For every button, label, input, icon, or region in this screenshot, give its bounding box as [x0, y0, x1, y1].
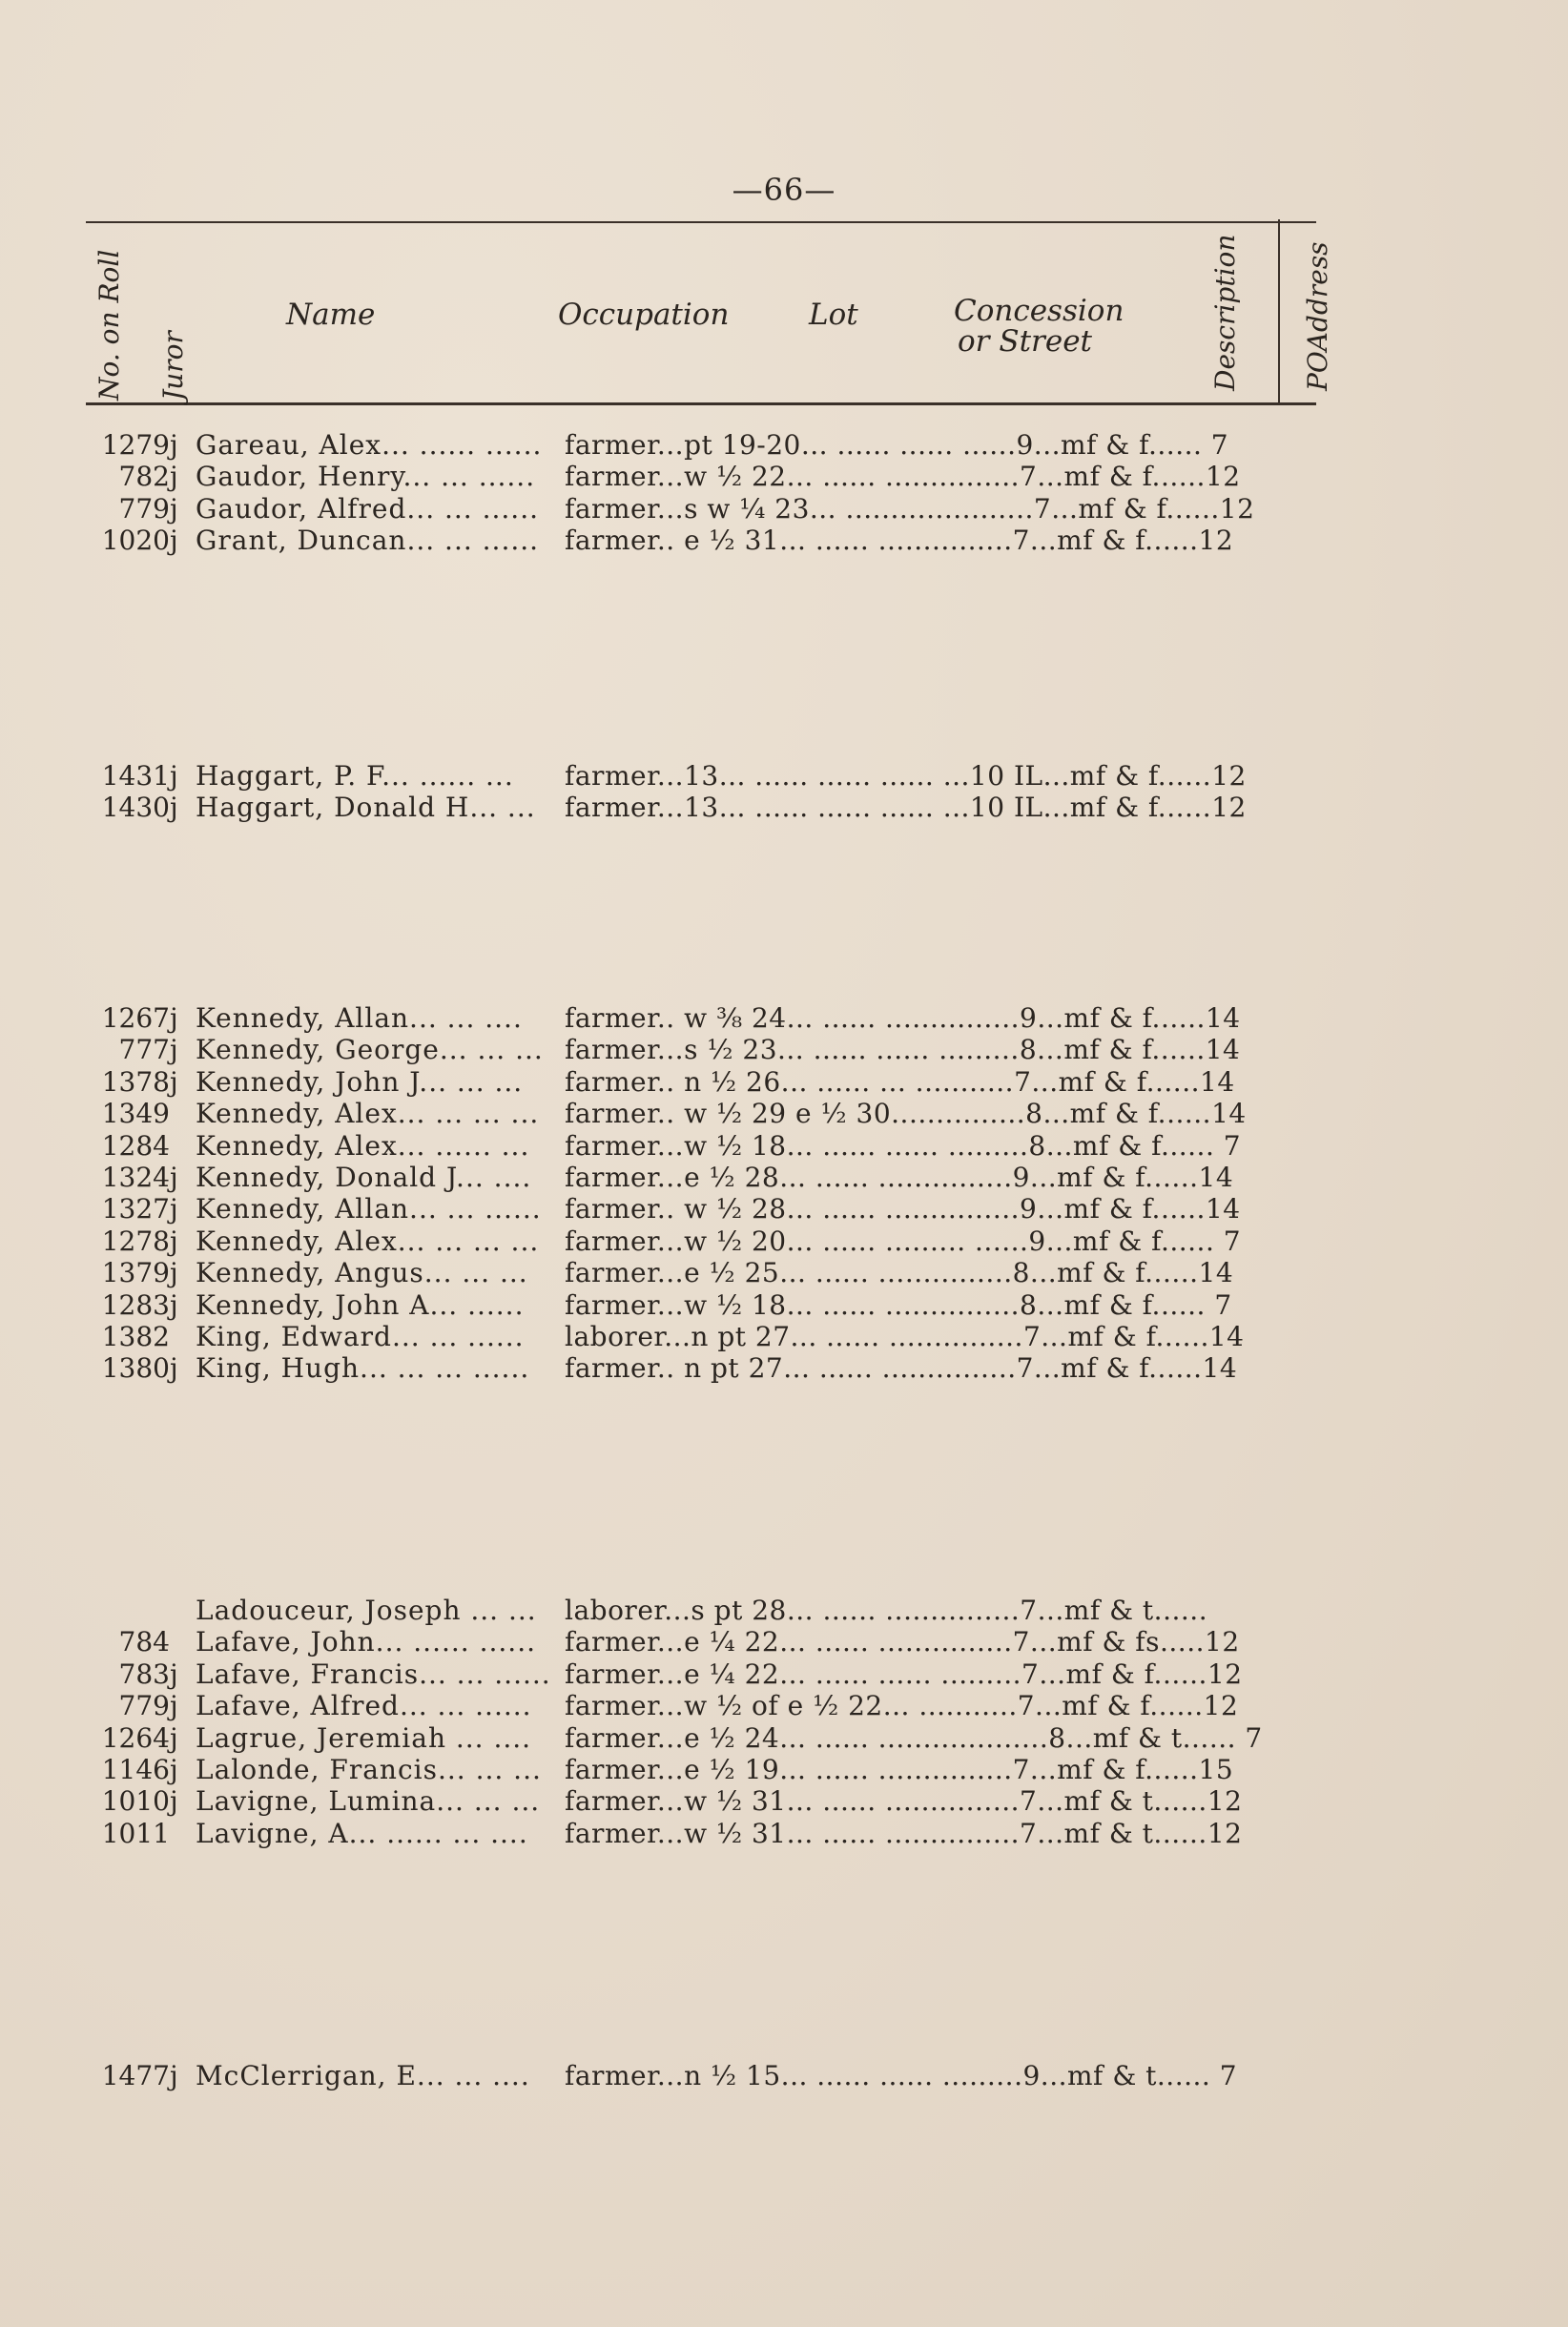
juror-mark: j — [170, 1690, 178, 1722]
roll-number: 1380 — [101, 1352, 170, 1385]
roll-number: 1378 — [101, 1065, 170, 1098]
juror-mark: j — [170, 1288, 178, 1321]
roll-entry-row — [0, 1352, 1568, 1384]
entry-name: Lafave, Francis... ... ...... — [196, 1658, 551, 1690]
roll-entry-row — [0, 1818, 1568, 1849]
roll-entry-row — [0, 1754, 1568, 1785]
roll-entry-row — [0, 760, 1568, 792]
entry-name: King, Hugh... ... ... ...... — [196, 1352, 530, 1385]
roll-entry-row — [0, 1034, 1568, 1065]
header-column-divider — [1278, 219, 1280, 402]
juror-mark: j — [170, 1161, 178, 1193]
header-description: Description — [1209, 234, 1241, 391]
entry-group-g — [0, 429, 1568, 557]
entry-group-l — [0, 1595, 1568, 1849]
entry-name: Gareau, Alex... ...... ...... — [196, 429, 543, 461]
entry-details: farmer.. w ½ 29 e ½ 30...............8...mf & f......14 — [565, 1098, 1247, 1130]
entry-name: Kennedy, John J... ... ... — [196, 1065, 524, 1098]
roll-number: 1477 — [101, 2060, 170, 2091]
juror-mark: j — [170, 1225, 178, 1257]
juror-mark: j — [170, 461, 178, 493]
entry-name: Kennedy, Alex... ... ... ... — [196, 1225, 540, 1257]
header-concession — [954, 296, 1124, 357]
header-name: Name — [286, 298, 376, 332]
entry-name: Kennedy, Allan... ... ...... — [196, 1193, 542, 1225]
entry-details: farmer...w ½ 20... ...... ......... ......9...mf & f...... 7 — [565, 1225, 1242, 1257]
entry-details: farmer.. n ½ 26... ...... ... ...........7...mf & f......14 — [565, 1065, 1235, 1098]
entry-details: farmer...n ½ 15... ...... ...... .........9...mf & t...... 7 — [565, 2060, 1238, 2091]
roll-number: 1011 — [101, 1817, 170, 1849]
juror-mark: j — [170, 760, 178, 792]
roll-entry-row — [0, 1002, 1568, 1034]
entry-details: farmer...s w ¼ 23... .....................7...mf & f......12 — [565, 492, 1255, 525]
roll-number: 1379 — [101, 1257, 170, 1289]
entry-name: Kennedy, George... ... ... — [196, 1034, 544, 1066]
entry-details: farmer...w ½ 18... ...... ...............8...mf & f...... 7 — [565, 1288, 1232, 1321]
roll-number: 1264 — [101, 1721, 170, 1754]
header-concession-line2: or Street — [958, 324, 1092, 359]
entry-details: farmer...e ¼ 22... ...... ...... .........7...mf & f......12 — [565, 1658, 1243, 1690]
roll-entry-row — [0, 1626, 1568, 1658]
roll-number: 1382 — [101, 1320, 170, 1352]
entry-details: farmer...e ½ 28... ...... ...............9...mf & f......14 — [565, 1161, 1234, 1193]
entry-name: Kennedy, Donald J... .... — [196, 1161, 532, 1193]
entry-name: Grant, Duncan... ... ...... — [196, 525, 540, 557]
entry-details: farmer.. w ⅜ 24... ...... ...............9...mf & f......14 — [565, 1002, 1241, 1034]
roll-entry-row — [0, 1130, 1568, 1162]
roll-entry-row — [0, 1066, 1568, 1098]
roll-number: 1349 — [101, 1098, 170, 1130]
roll-entry-row — [0, 1098, 1568, 1129]
entry-name: Kennedy, Angus... ... ... — [196, 1257, 528, 1289]
roll-entry-row — [0, 2060, 1568, 2091]
roll-entry-row — [0, 1722, 1568, 1754]
entry-details: farmer...w ½ 31... ...... ...............7...mf & t......12 — [565, 1785, 1243, 1818]
roll-number: 1430 — [101, 792, 170, 824]
roll-entry-row — [0, 1193, 1568, 1225]
juror-mark: j — [170, 2060, 178, 2091]
entry-name: Lagrue, Jeremiah ... .... — [196, 1721, 532, 1754]
roll-entry-row — [0, 792, 1568, 823]
entry-name: McClerrigan, E... ... .... — [196, 2060, 530, 2091]
entry-name: King, Edward... ... ...... — [196, 1320, 525, 1352]
entry-details: farmer...13... ...... ...... ...... ...10 IL...mf & f......12 — [565, 792, 1247, 824]
roll-entry-row — [0, 461, 1568, 492]
roll-number: 1278 — [101, 1225, 170, 1257]
entry-group-k — [0, 1002, 1568, 1385]
header-top-rule — [86, 221, 1316, 223]
entry-details: farmer.. e ½ 31... ...... ...............7...mf & f......12 — [565, 525, 1234, 557]
entry-name: Kennedy, Allan... ... .... — [196, 1002, 523, 1034]
entry-details: farmer...e ¼ 22... ...... ...............7...mf & fs.....12 — [565, 1626, 1240, 1658]
roll-number: 1431 — [101, 760, 170, 792]
roll-entry-row — [0, 1690, 1568, 1721]
header-occupation: Occupation — [558, 298, 730, 332]
juror-mark: j — [170, 492, 178, 525]
roll-entry-row — [0, 1257, 1568, 1288]
entry-details: farmer...w ½ 31... ...... ...............7...mf & t......12 — [565, 1817, 1243, 1849]
roll-entry-row — [0, 1162, 1568, 1193]
entry-name: Lavigne, Lumina... ... ... — [196, 1785, 541, 1818]
entry-name: Lafave, John... ...... ...... — [196, 1626, 536, 1658]
roll-number: 1324 — [101, 1161, 170, 1193]
juror-mark: j — [170, 1352, 178, 1385]
roll-entry-row — [0, 1785, 1568, 1817]
entry-name: Haggart, P. F... ...... ... — [196, 760, 514, 792]
juror-mark: j — [170, 1034, 178, 1066]
entry-details: farmer...w ½ 18... ...... ...... .........8...mf & f...... 7 — [565, 1129, 1242, 1162]
entry-name: Ladouceur, Joseph ... ... — [196, 1595, 537, 1626]
roll-entry-row — [0, 1595, 1568, 1626]
roll-entry-row — [0, 1658, 1568, 1690]
roll-entry-row — [0, 429, 1568, 461]
roll-entry-row — [0, 493, 1568, 525]
header-po-address: POAddress — [1302, 241, 1333, 391]
roll-number: 777 — [118, 1034, 170, 1066]
juror-mark: j — [170, 1658, 178, 1690]
header-juror: Juror — [157, 331, 189, 401]
roll-number: 1279 — [101, 429, 170, 461]
page-number: —66— — [732, 172, 836, 208]
entry-group-mc — [0, 2060, 1568, 2091]
roll-entry-row — [0, 1321, 1568, 1352]
entry-name: Lavigne, A... ...... ... .... — [196, 1817, 528, 1849]
juror-mark: j — [170, 1721, 178, 1754]
roll-number: 782 — [118, 461, 170, 493]
entry-details: farmer...w ½ 22... ...... ...............7...mf & f......12 — [565, 461, 1241, 493]
roll-number: 1020 — [101, 525, 170, 557]
entry-group-h — [0, 760, 1568, 824]
juror-mark: j — [170, 1065, 178, 1098]
roll-number: 1327 — [101, 1193, 170, 1225]
entry-name: Lafave, Alfred... ... ...... — [196, 1690, 532, 1722]
entry-details: farmer.. w ½ 28... ...... ...............9...mf & f......14 — [565, 1193, 1241, 1225]
roll-entry-row — [0, 525, 1568, 556]
entry-details: farmer...pt 19-20... ...... ...... ......9...mf & f...... 7 — [565, 429, 1229, 461]
juror-mark: j — [170, 1193, 178, 1225]
juror-mark: j — [170, 1002, 178, 1034]
entry-details: farmer...e ½ 24... ...... ...................8...mf & t...... 7 — [565, 1721, 1263, 1754]
roll-number: 779 — [118, 1690, 170, 1722]
entry-details: laborer...s pt 28... ...... ...............7...mf & t...... — [565, 1595, 1208, 1626]
header-no-on-roll: No. on Roll — [93, 249, 125, 401]
entry-details: farmer...s ½ 23... ...... ...... .........8...mf & f......14 — [565, 1034, 1241, 1066]
roll-entry-row — [0, 1289, 1568, 1321]
roll-number: 784 — [118, 1626, 170, 1658]
entry-details: farmer...e ½ 25... ...... ...............8...mf & f......14 — [565, 1257, 1234, 1289]
entry-details: farmer...13... ...... ...... ...... ...10 IL...mf & f......12 — [565, 760, 1247, 792]
juror-mark: j — [170, 1753, 178, 1785]
header-concession-line1: Concession — [954, 294, 1124, 328]
roll-number: 1010 — [101, 1785, 170, 1818]
entry-details: farmer...w ½ of e ½ 22... ...........7...mf & f......12 — [565, 1690, 1239, 1722]
juror-mark: j — [170, 1785, 178, 1818]
roll-number: 1146 — [101, 1753, 170, 1785]
juror-mark: j — [170, 429, 178, 461]
entry-details: farmer.. n pt 27... ...... ...............7...mf & f......14 — [565, 1352, 1238, 1385]
roll-number: 783 — [118, 1658, 170, 1690]
entry-name: Haggart, Donald H... ... — [196, 792, 536, 824]
entry-name: Kennedy, Alex... ... ... ... — [196, 1098, 540, 1130]
juror-mark: j — [170, 1257, 178, 1289]
juror-mark: j — [170, 525, 178, 557]
header-lot: Lot — [809, 298, 858, 332]
entry-name: Kennedy, John A... ...... — [196, 1288, 525, 1321]
roll-entry-row — [0, 1225, 1568, 1257]
entry-name: Kennedy, Alex... ...... ... — [196, 1129, 530, 1162]
juror-mark: j — [170, 792, 178, 824]
entry-name: Lalonde, Francis... ... ... — [196, 1753, 542, 1785]
roll-number: 779 — [118, 492, 170, 525]
entry-name: Gaudor, Henry... ... ...... — [196, 461, 536, 493]
roll-number: 1284 — [101, 1129, 170, 1162]
entry-details: laborer...n pt 27... ...... ...............7...mf & f......14 — [565, 1320, 1245, 1352]
entry-details: farmer...e ½ 19... ...... ...............7...mf & f......15 — [565, 1753, 1234, 1785]
entry-name: Gaudor, Alfred... ... ...... — [196, 492, 540, 525]
roll-number: 1283 — [101, 1288, 170, 1321]
roll-number: 1267 — [101, 1002, 170, 1034]
header-bottom-rule — [86, 402, 1316, 405]
